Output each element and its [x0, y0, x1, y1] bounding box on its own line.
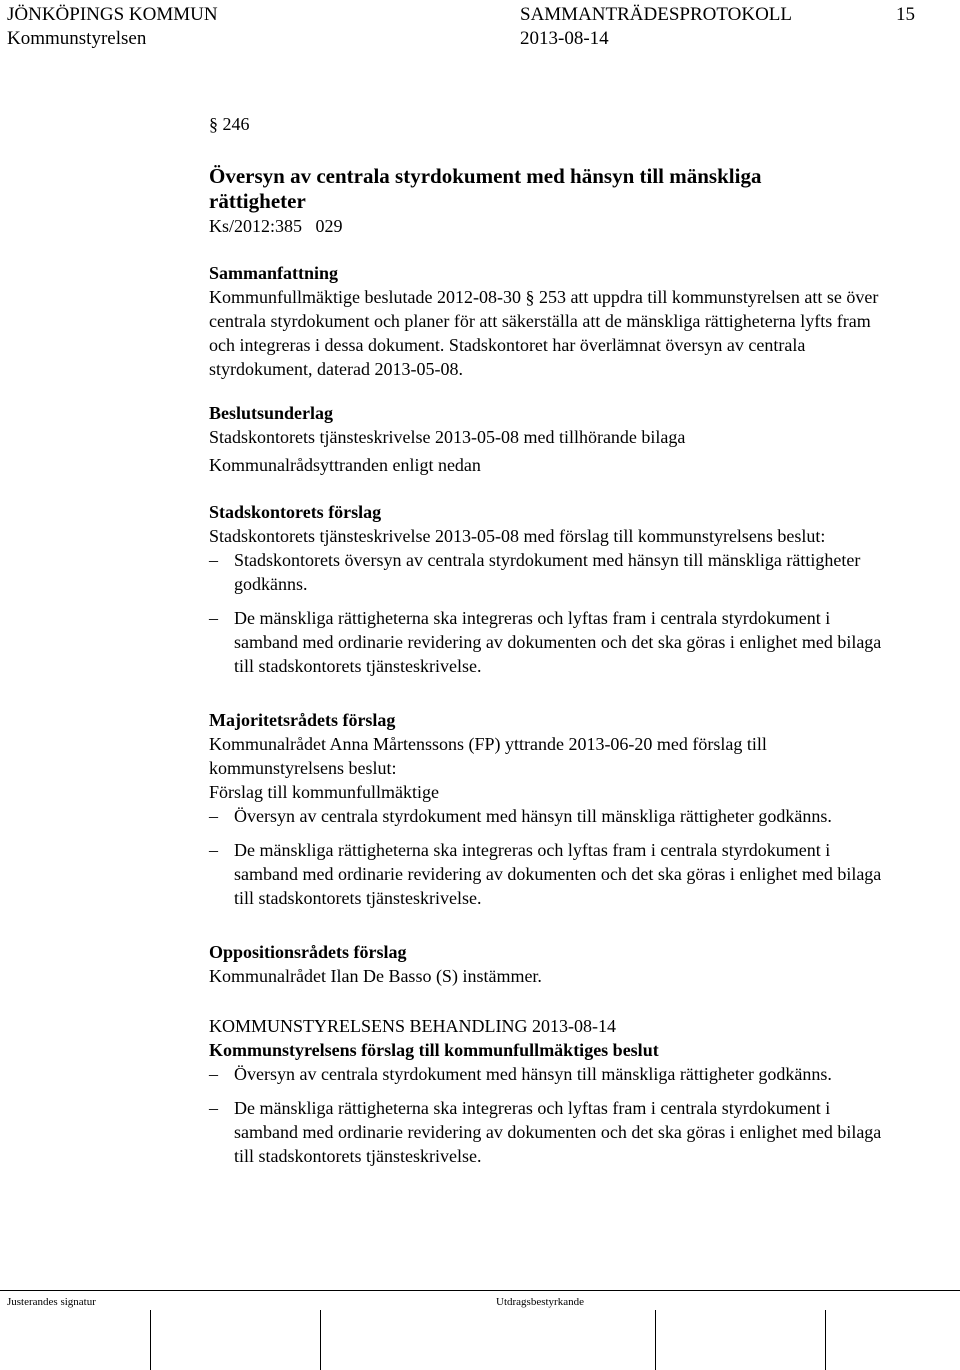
stadskontoret-intro: Stadskontorets tjänsteskrivelse 2013-05-08 med förslag till kommunstyrelsens beslut:: [209, 526, 826, 546]
list-item: – De mänskliga rättigheterna ska integreras och lyftas fram i centrala styrdokument i samband med ordinarie revidering av dokumenten och det ska göras i enlighet med bilaga till stadskontorets tjänsteskrivelse.: [209, 1096, 889, 1168]
protocol-body: [209, 112, 889, 1178]
section-heading-sammanfattning: Sammanfattning: [209, 263, 339, 283]
page-number: 15: [896, 4, 915, 25]
opposition-text: Kommunalrådet Ilan De Basso (S) instämmer.: [209, 966, 542, 986]
footer-divider: [0, 1290, 960, 1291]
case-reference: Ks/2012:385 029: [209, 216, 343, 236]
sammanfattning-text: Kommunfullmäktige beslutade 2012-08-30 § 253 att uppdra till kommunstyrelsen att se över centrala styrdokument och planer för att säkerställa att de mänskliga rättigheterna lyfts fram och integreras i dessa dokument. Stadskontoret har överlämnat översyn av centrala styrdokument, daterad 2013-05-08.: [209, 287, 879, 379]
behandling-subheading: Kommunstyrelsens förslag till kommunfullmäktiges beslut: [209, 1040, 659, 1060]
signature-box-divider: [150, 1310, 151, 1370]
header-organization: JÖNKÖPINGS KOMMUN: [7, 4, 218, 25]
section-heading-majoritet: Majoritetsrådets förslag: [209, 710, 396, 730]
behandling-heading: KOMMUNSTYRELSENS BEHANDLING 2013-08-14: [209, 1016, 616, 1036]
behandling-list: [209, 1062, 889, 1168]
list-item: – Översyn av centrala styrdokument med hänsyn till mänskliga rättigheter godkänns.: [209, 1062, 889, 1086]
list-item: – De mänskliga rättigheterna ska integreras och lyftas fram i centrala styrdokument i samband med ordinarie revidering av dokumenten och det ska göras i enlighet med bilaga till stadskontorets tjänsteskrivelse.: [209, 838, 889, 910]
signature-box-divider: [320, 1310, 321, 1370]
header-doc-type: SAMMANTRÄDESPROTOKOLL: [520, 4, 793, 25]
majoritet-intro: Kommunalrådet Anna Mårtenssons (FP) yttrande 2013-06-20 med förslag till kommunstyrelsens beslut:: [209, 734, 767, 778]
stadskontoret-list: [209, 548, 889, 678]
list-item: – Översyn av centrala styrdokument med hänsyn till mänskliga rättigheter godkänns.: [209, 804, 889, 828]
footer-signature-label: Justerandes signatur: [7, 1296, 96, 1308]
footer-extract-label: Utdragsbestyrkande: [496, 1296, 584, 1308]
beslutsunderlag-line: Stadskontorets tjänsteskrivelse 2013-05-08 med tillhörande bilaga: [209, 427, 686, 447]
list-item: – Stadskontorets översyn av centrala styrdokument med hänsyn till mänskliga rättigheter godkänns.: [209, 548, 889, 596]
majoritet-sub: Förslag till kommunfullmäktige: [209, 782, 439, 802]
section-heading-stadskontoret: Stadskontorets förslag: [209, 502, 382, 522]
paragraph-number: § 246: [209, 114, 250, 134]
majoritet-list: [209, 804, 889, 910]
paragraph-title: Översyn av centrala styrdokument med hänsyn till mänskliga rättigheter: [209, 164, 762, 213]
list-item: – De mänskliga rättigheterna ska integreras och lyftas fram i centrala styrdokument i samband med ordinarie revidering av dokumenten och det ska göras i enlighet med bilaga till stadskontorets tjänsteskrivelse.: [209, 606, 889, 678]
section-heading-beslutsunderlag: Beslutsunderlag: [209, 403, 334, 423]
section-heading-opposition: Oppositionsrådets förslag: [209, 942, 407, 962]
beslutsunderlag-line: Kommunalrådsyttranden enligt nedan: [209, 455, 481, 475]
signature-box-divider: [825, 1310, 826, 1370]
header-date: 2013-08-14: [520, 28, 609, 49]
header-body-name: Kommunstyrelsen: [7, 28, 147, 49]
signature-box-divider: [655, 1310, 656, 1370]
